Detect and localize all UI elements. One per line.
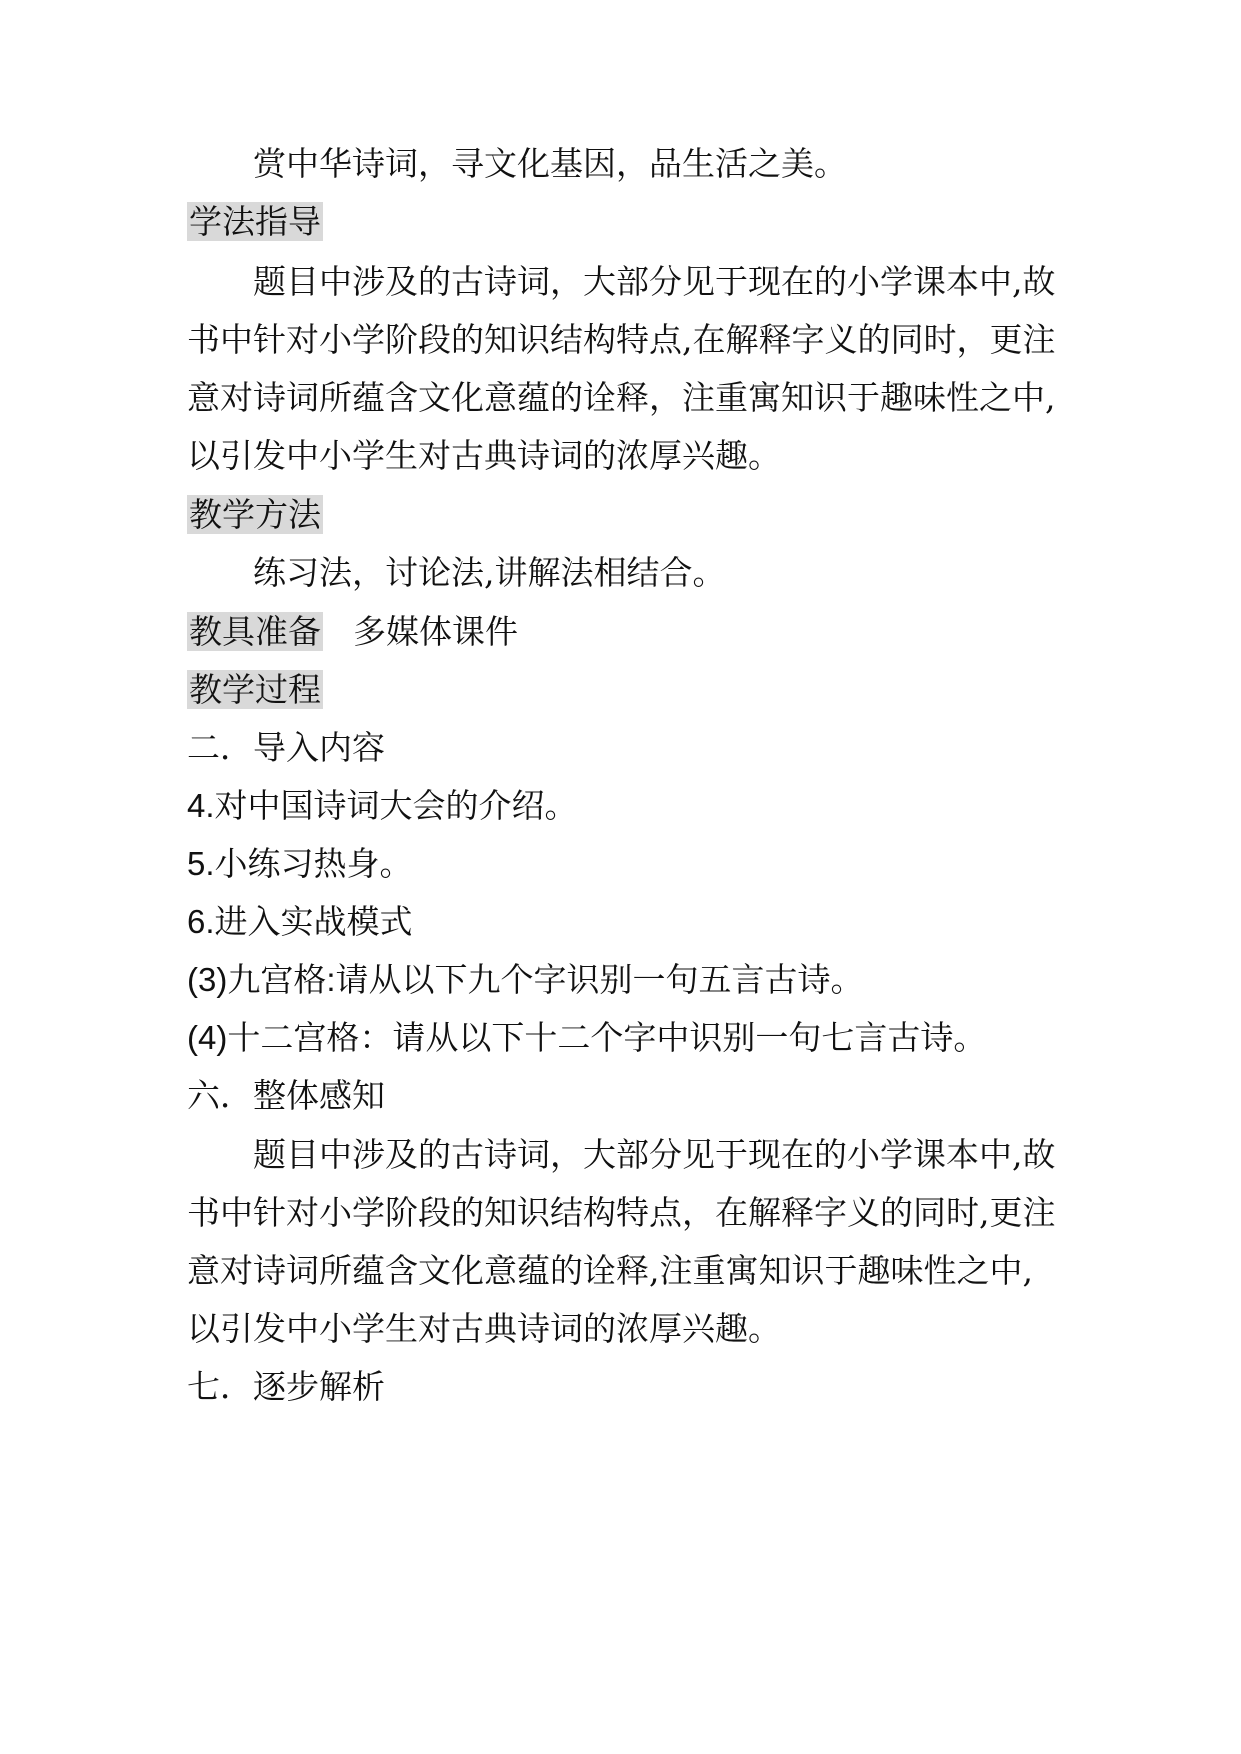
- section-analysis: 七．逐步解析: [187, 1367, 385, 1406]
- teaching-method-text: 练习法，讨论法,讲解法相结合。: [253, 553, 726, 592]
- teaching-tools-text: 多媒体课件: [353, 612, 518, 651]
- list-item: (4)十二宫格：请从以下十二个字中识别一句七言古诗。: [187, 1019, 987, 1056]
- heading-study-guide: [187, 200, 323, 244]
- section-perception: 六．整体感知: [187, 1076, 385, 1115]
- list-item: (3)九宫格:请从以下九个字识别一句五言古诗。: [187, 961, 864, 998]
- heading-label: 教具准备: [189, 612, 321, 651]
- teaching-tools-line: [187, 610, 518, 654]
- study-guide-para-line: 题目中涉及的古诗词，大部分见于现在的小学课本中,故: [253, 262, 1056, 301]
- perception-para-line: 书中针对小学阶段的知识结构特点，在解释字义的同时,更注: [187, 1193, 1056, 1232]
- list-item: 6.进入实战模式: [187, 903, 413, 940]
- heading-teaching-method: [187, 493, 323, 537]
- perception-para-line: 意对诗词所蕴含文化意蕴的诠释,注重寓知识于趣味性之中,: [187, 1251, 1033, 1290]
- heading-label: 教学方法: [189, 495, 321, 534]
- intro-line: 赏中华诗词，寻文化基因，品生活之美。: [253, 144, 847, 183]
- perception-para-line: 题目中涉及的古诗词，大部分见于现在的小学课本中,故: [253, 1135, 1056, 1174]
- section-intro: 二．导入内容: [187, 728, 385, 767]
- study-guide-para-line: 书中针对小学阶段的知识结构特点,在解释字义的同时，更注: [187, 320, 1056, 359]
- list-item: 4.对中国诗词大会的介绍。: [187, 787, 578, 824]
- heading-label: 教学过程: [189, 670, 321, 709]
- heading-teaching-process: [187, 668, 323, 712]
- list-item: 5.小练习热身。: [187, 845, 413, 882]
- study-guide-para-line: 以引发中小学生对古典诗词的浓厚兴趣。: [187, 436, 781, 475]
- heading-label: 学法指导: [189, 202, 321, 241]
- perception-para-line: 以引发中小学生对古典诗词的浓厚兴趣。: [187, 1309, 781, 1348]
- study-guide-para-line: 意对诗词所蕴含文化意蕴的诠释，注重寓知识于趣味性之中,: [187, 378, 1056, 417]
